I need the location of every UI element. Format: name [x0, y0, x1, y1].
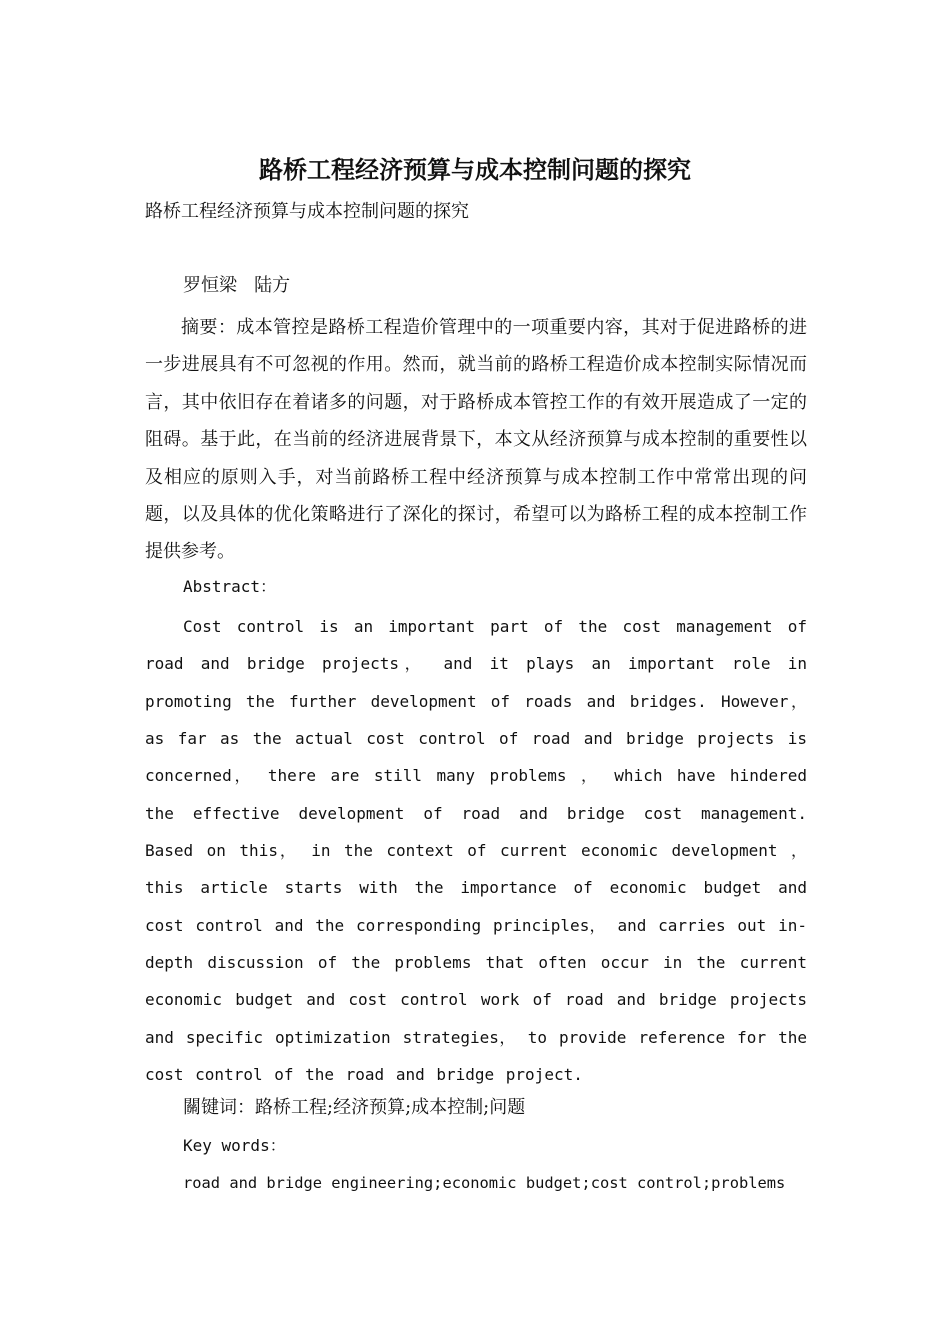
authors-line: 罗恒梁 陆方 — [183, 275, 291, 296]
chinese-abstract: 摘要：成本管控是路桥工程造价管理中的一项重要内容，其对于促进路桥的进一步进展具有不可忽视的作用。然而，就当前的路桥工程造价成本控制实际情况而言，其中依旧存在着诸多的问题，对于路桥成本管控工作的有效开展造成了一定的阻碍。基于此，在当前的经济进展背景下，本文从经济预算与成本控制的重要性以及相应的原则入手，对当前路桥工程中经济预算与成本控制工作中常常出现的问题，以及具体的优化策略进行了深化的探讨，希望可以为路桥工程的成本控制工作提供参考。 — [145, 317, 807, 563]
document-subtitle: 路桥工程经济预算与成本控制问题的探究 — [145, 201, 469, 222]
english-abstract: Cost control is an important part of the cost management of road and bridge projects， and it plays an important role in promoting the further development of roads and bridges. However， as far as the actual cost control of road and bridge projects is concerned， there are still many problems ， which have hindered the effective development of road and bridge cost management. Based on this， in the context of current economic development ， this article starts with the importance of economic budget and cost control and the corresponding principles， and carries out in-depth discussion of the problems that often occur in the current economic budget and cost control work of road and bridge projects and specific optimization strategies， to provide reference for the cost control of the road and bridge project. — [145, 617, 807, 1085]
english-keywords-heading: Key words： — [183, 1136, 286, 1155]
document-title: 路桥工程经济预算与成本控制问题的探究 — [259, 155, 691, 184]
chinese-keywords: 關键词：路桥工程;经济预算;成本控制;问题 — [183, 1097, 526, 1118]
english-abstract-heading: Abstract： — [183, 577, 277, 596]
english-keywords: road and bridge engineering;economic budget;cost control;problems — [183, 1174, 786, 1192]
